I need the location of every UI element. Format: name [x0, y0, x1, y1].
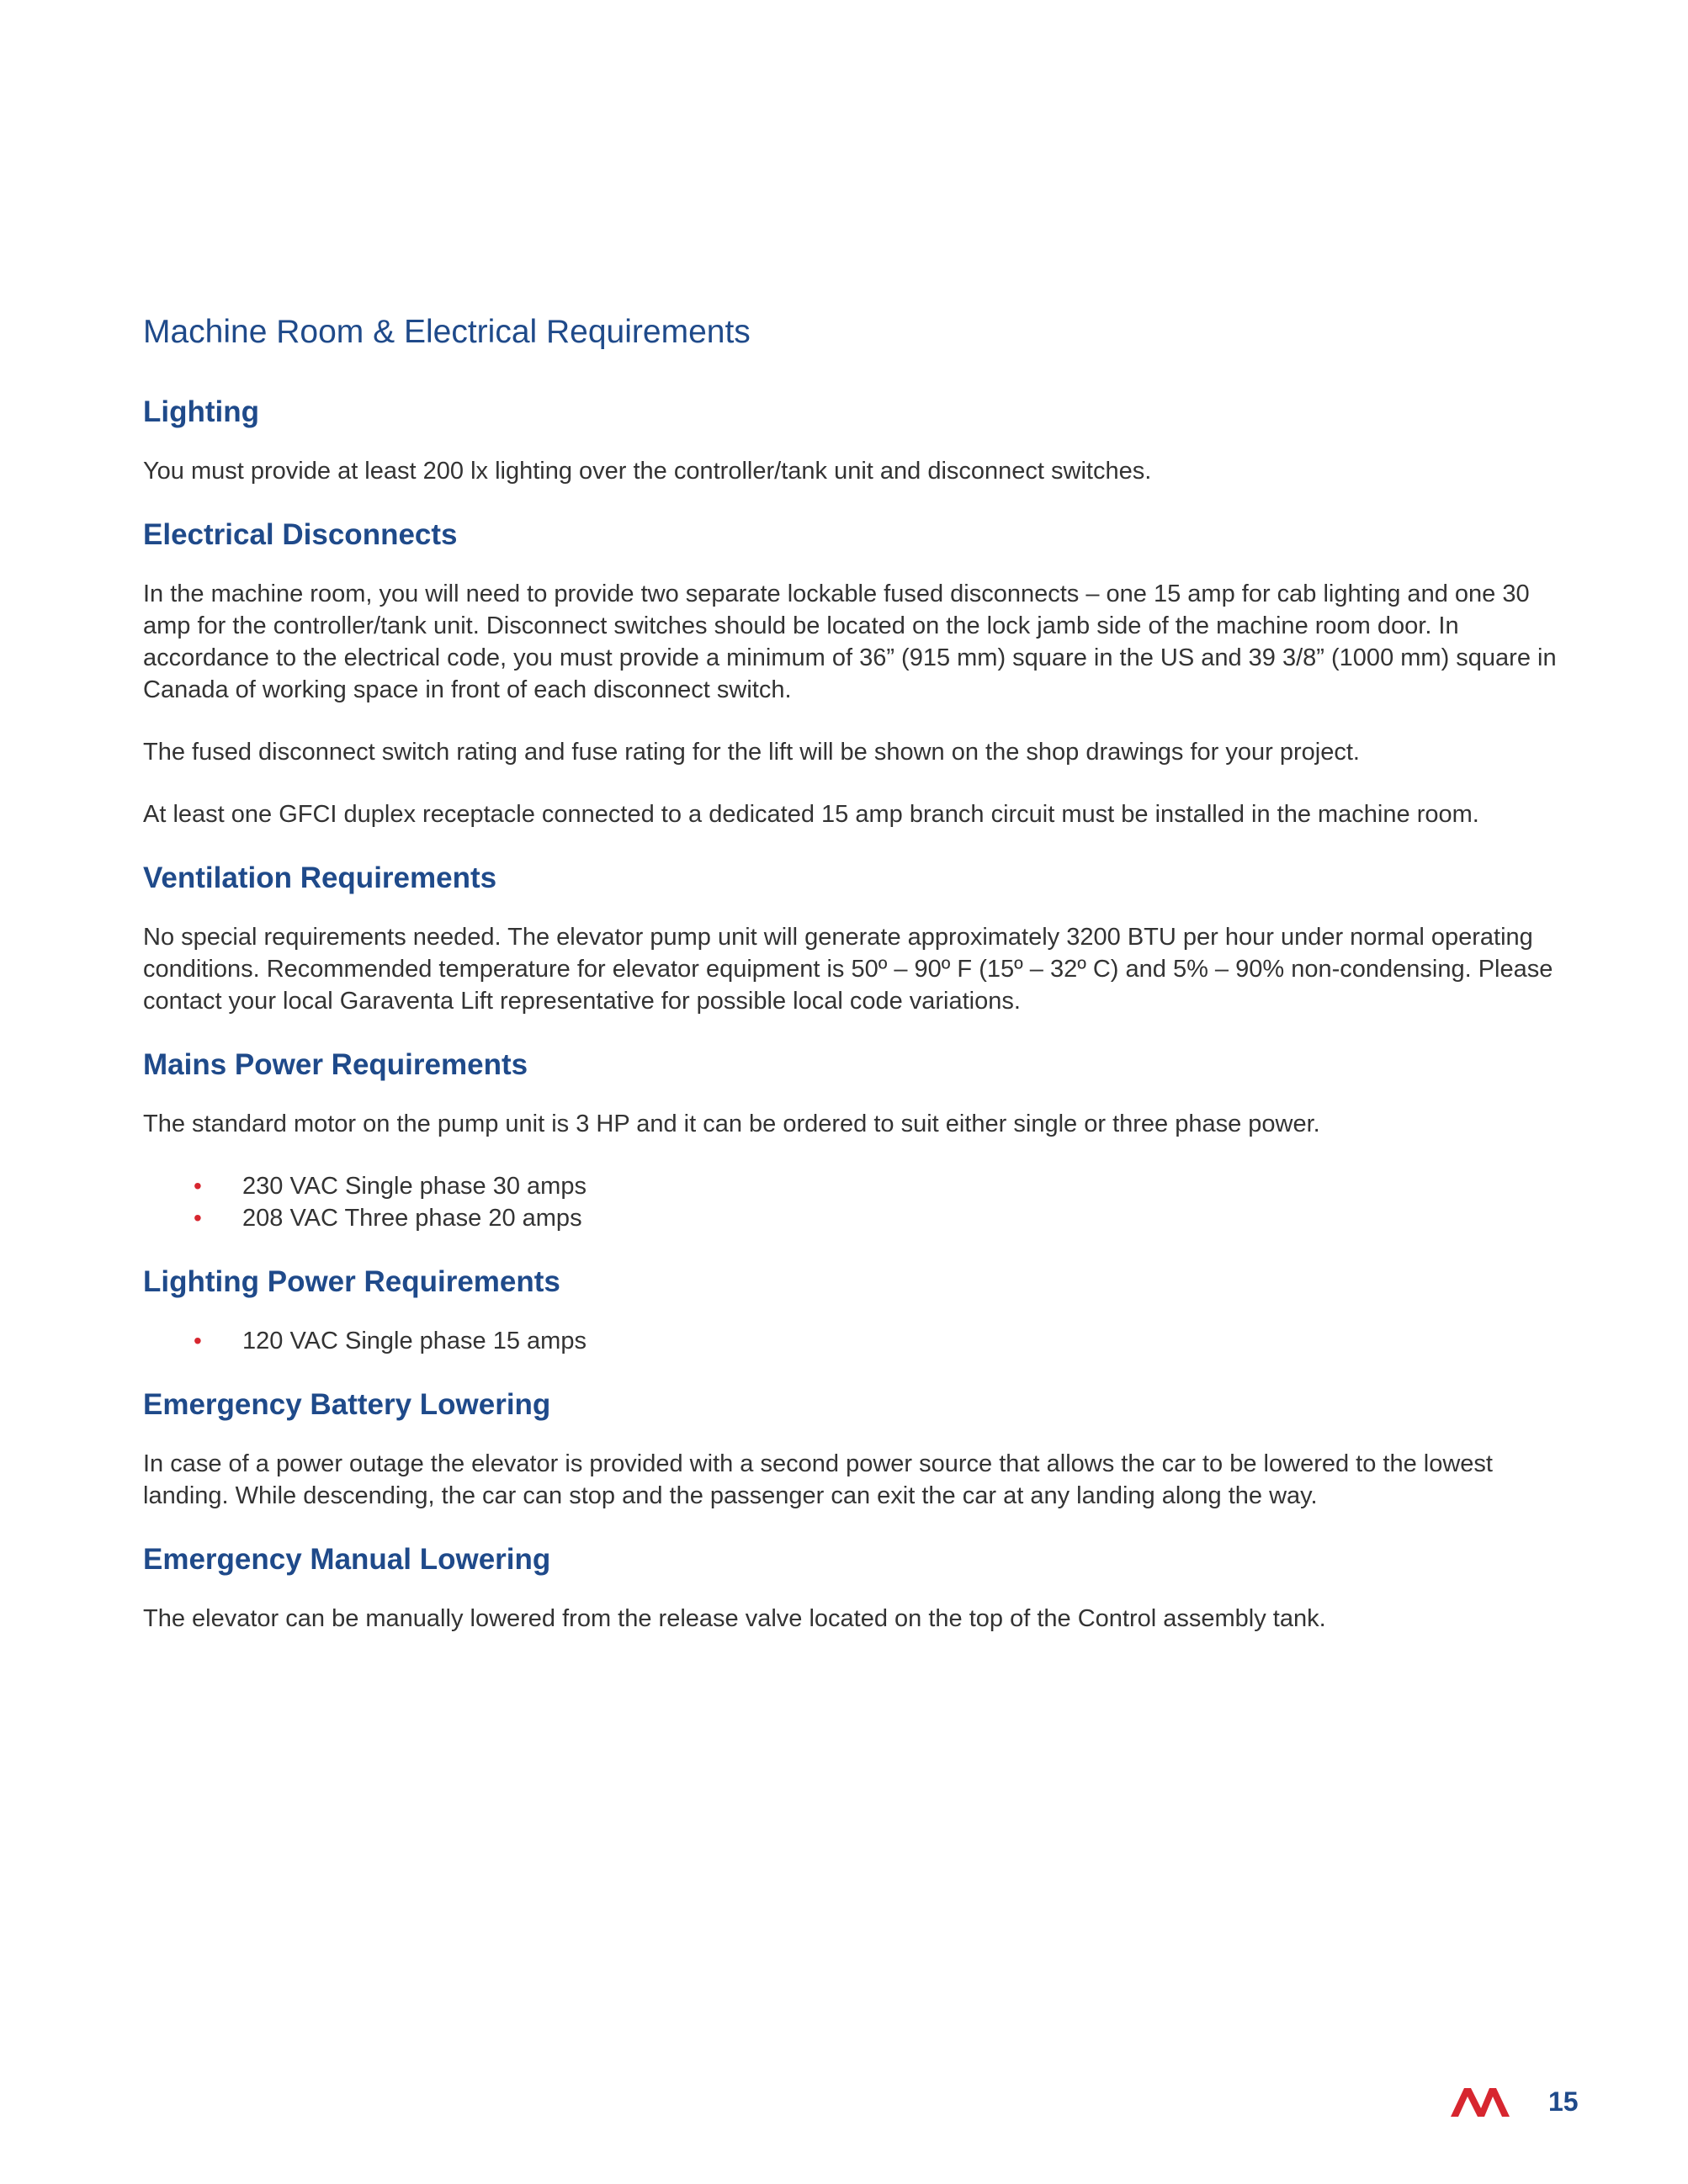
- section-emergency-battery-lowering: [143, 1387, 1574, 1512]
- list-item: [143, 1170, 1574, 1202]
- list-item-text: 120 VAC Single phase 15 amps: [242, 1327, 587, 1354]
- section-electrical-disconnects: [143, 517, 1574, 830]
- section-heading: Emergency Battery Lowering: [143, 1387, 551, 1421]
- section-mains-power-requirements: [143, 1047, 1574, 1234]
- section-ventilation-requirements: [143, 861, 1574, 1017]
- paragraph: At least one GFCI duplex receptacle connected to a dedicated 15 amp branch circuit must be installed in the machine room.: [143, 800, 1479, 828]
- section-emergency-manual-lowering: [143, 1542, 1574, 1635]
- paragraph: No special requirements needed. The elevator pump unit will generate approximately 3200 BTU per hour under normal operating conditions. Recommended temperature for elevator equipment is 50º – 90º F (15º – 32º C) and 5% – 90% non-condensing. Please contact your local Garaventa Lift representative for possible local code variations.: [143, 923, 1553, 1015]
- list-item: [143, 1325, 1574, 1357]
- bullet-icon: •: [194, 1204, 202, 1231]
- paragraph: The fused disconnect switch rating and fuse rating for the lift will be shown on the shop drawings for your project.: [143, 738, 1360, 766]
- bullet-list: [143, 1325, 1574, 1357]
- page-number: 15: [1548, 2086, 1579, 2117]
- section-heading: Ventilation Requirements: [143, 861, 497, 894]
- paragraph: In case of a power outage the elevator is provided with a second power source that allows the car to be lowered to the lowest landing. While descending, the car can stop and the passenger can exit the car at any landing along the way.: [143, 1450, 1493, 1509]
- section-lighting: [143, 395, 1574, 487]
- section-heading: Lighting: [143, 395, 260, 428]
- paragraph: The elevator can be manually lowered from the release valve located on the top of the Control assembly tank.: [143, 1604, 1326, 1632]
- list-item-text: 208 VAC Three phase 20 amps: [242, 1204, 582, 1232]
- list-item: [143, 1202, 1574, 1234]
- list-item-text: 230 VAC Single phase 30 amps: [242, 1172, 587, 1200]
- bullet-icon: •: [194, 1172, 202, 1199]
- page-title: Machine Room & Electrical Requirements: [143, 314, 751, 350]
- bullet-list: [143, 1170, 1574, 1234]
- av-logo-icon: [1449, 2085, 1525, 2118]
- section-heading: Mains Power Requirements: [143, 1047, 528, 1081]
- section-lighting-power-requirements: [143, 1264, 1574, 1357]
- paragraph: The standard motor on the pump unit is 3 HP and it can be ordered to suit either single or three phase power.: [143, 1110, 1320, 1137]
- section-heading: Electrical Disconnects: [143, 517, 458, 551]
- section-heading: Emergency Manual Lowering: [143, 1542, 551, 1576]
- section-heading: Lighting Power Requirements: [143, 1264, 560, 1298]
- document-page: [143, 313, 1574, 1665]
- paragraph: In the machine room, you will need to provide two separate lockable fused disconnects – one 15 amp for cab lighting and one 30 amp for the controller/tank unit. Disconnect switches should be located on the lock jamb side of the machine room door. In accordance to the electrical code, you must provide a minimum of 36” (915 mm) square in the US and 39 3/8” (1000 mm) square in Canada of working space in front of each disconnect switch.: [143, 580, 1557, 703]
- bullet-icon: •: [194, 1327, 202, 1354]
- paragraph: You must provide at least 200 lx lighting over the controller/tank unit and disconnect switches.: [143, 457, 1152, 485]
